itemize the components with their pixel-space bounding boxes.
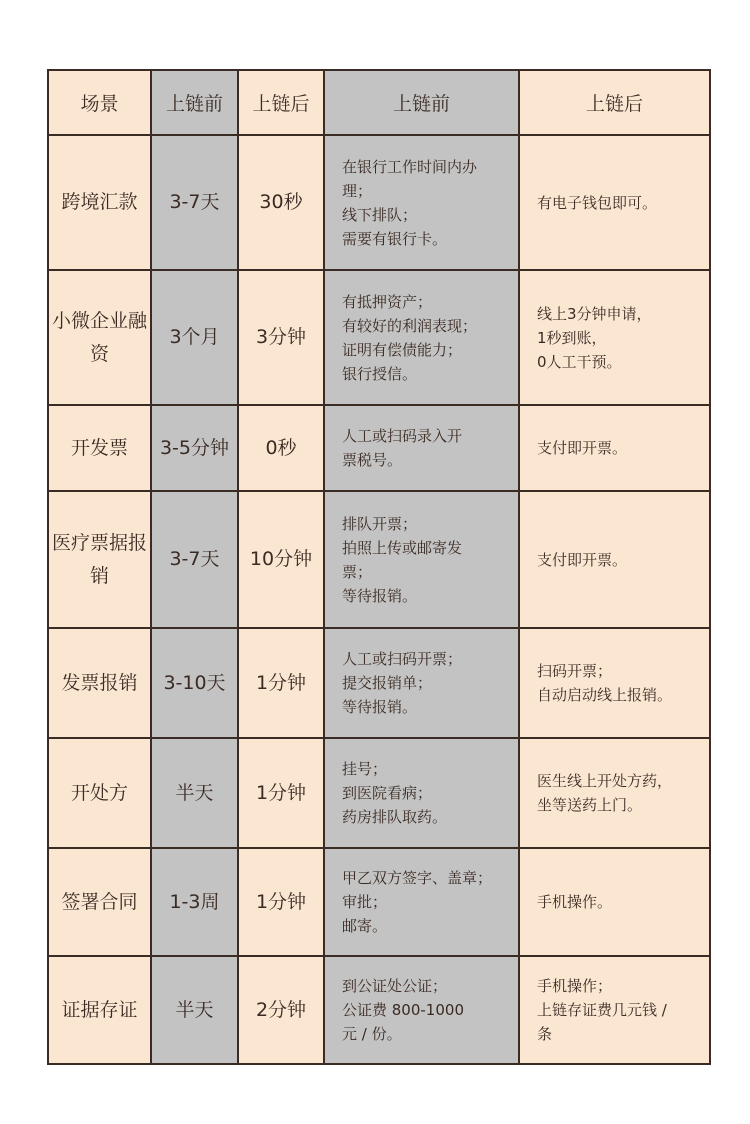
header-after: 上链后 bbox=[238, 70, 324, 135]
comparison-table-container bbox=[47, 69, 709, 1065]
desc-after-line: 1秒到账， bbox=[537, 328, 607, 347]
cell-scene bbox=[48, 270, 151, 405]
header-desc-before: 上链前 bbox=[324, 70, 519, 135]
table-row bbox=[48, 405, 710, 491]
cell-scene bbox=[48, 738, 151, 848]
table-header-row bbox=[48, 70, 710, 135]
table-row bbox=[48, 135, 710, 270]
desc-after-line: 医生线上开处方药， bbox=[537, 772, 673, 790]
cell-desc-before bbox=[324, 848, 519, 956]
cell-desc-after bbox=[519, 135, 710, 270]
cell-desc-after bbox=[519, 628, 710, 738]
cell-scene bbox=[48, 135, 151, 270]
desc-before-line: 到医院看病； bbox=[342, 784, 433, 802]
cell-desc-before bbox=[324, 628, 519, 738]
desc-before-line: 挂号； bbox=[342, 760, 388, 778]
cell-desc-after bbox=[519, 405, 710, 491]
desc-before-line: 票； bbox=[342, 562, 373, 581]
cell-desc-before bbox=[324, 956, 519, 1064]
table-row bbox=[48, 491, 710, 628]
cell-time-before: 半天 bbox=[151, 956, 238, 1064]
scene-line: 开处方 bbox=[70, 781, 128, 804]
cell-time-before: 3个月 bbox=[151, 270, 238, 405]
scene-line: 签署合同 bbox=[61, 890, 138, 913]
desc-after-line: 扫码开票； bbox=[537, 662, 613, 680]
desc-before-line: 线下排队； bbox=[342, 205, 418, 224]
header-desc-after: 上链后 bbox=[519, 70, 710, 135]
cell-desc-before bbox=[324, 738, 519, 848]
desc-before-line: 邮寄。 bbox=[342, 917, 388, 935]
cell-scene bbox=[48, 848, 151, 956]
cell-desc-after bbox=[519, 848, 710, 956]
cell-time-before: 3-7天 bbox=[151, 491, 238, 628]
cell-desc-after bbox=[519, 270, 710, 405]
desc-after-line: 支付即开票。 bbox=[537, 550, 628, 569]
desc-before-line: 等待报销。 bbox=[342, 698, 418, 716]
cell-time-after: 1分钟 bbox=[238, 628, 324, 738]
desc-before-line: 需要有银行卡。 bbox=[342, 229, 448, 248]
header-before: 上链前 bbox=[151, 70, 238, 135]
cell-desc-before bbox=[324, 491, 519, 628]
cell-time-after: 30秒 bbox=[238, 135, 324, 270]
header-scene: 场景 bbox=[48, 70, 151, 135]
cell-scene bbox=[48, 491, 151, 628]
desc-before-line: 有抵押资产； bbox=[342, 292, 433, 311]
desc-before-line: 拍照上传或邮寄发 bbox=[342, 538, 463, 557]
cell-desc-before bbox=[324, 270, 519, 405]
desc-before-line: 甲乙双方签字、盖章； bbox=[342, 869, 493, 887]
desc-before-line: 等待报销。 bbox=[342, 586, 418, 605]
cell-time-before: 3-5分钟 bbox=[151, 405, 238, 491]
desc-after-line: 自动启动线上报销。 bbox=[537, 686, 673, 704]
scene-line: 跨境汇款 bbox=[61, 191, 138, 213]
scene-line: 发票报销 bbox=[61, 671, 138, 694]
table-row bbox=[48, 956, 710, 1064]
desc-after-line: 0人工干预。 bbox=[537, 352, 622, 371]
cell-time-after: 10分钟 bbox=[238, 491, 324, 628]
desc-after-line: 条 bbox=[537, 1025, 553, 1043]
cell-desc-before bbox=[324, 405, 519, 491]
desc-after-line: 线上3分钟申请， bbox=[537, 304, 652, 323]
cell-scene bbox=[48, 405, 151, 491]
desc-after-line: 支付即开票。 bbox=[537, 439, 628, 457]
scene-line: 融资 bbox=[89, 309, 148, 365]
cell-time-before: 3-7天 bbox=[151, 135, 238, 270]
desc-after-line: 手机操作； bbox=[537, 977, 613, 995]
desc-before-line: 在银行工作时间内办 bbox=[342, 157, 478, 176]
desc-before-line: 公证费 800-1000 bbox=[342, 1001, 464, 1019]
scene-line: 证据存证 bbox=[61, 998, 138, 1021]
scene-line: 医疗票据 bbox=[51, 531, 128, 554]
cell-time-after: 2分钟 bbox=[238, 956, 324, 1064]
cell-time-before: 3-10天 bbox=[151, 628, 238, 738]
desc-before-line: 人工或扫码录入开 bbox=[342, 427, 463, 445]
desc-before-line: 人工或扫码开票； bbox=[342, 650, 463, 668]
desc-after-line: 坐等送药上门。 bbox=[537, 796, 643, 814]
scene-line: 小微企业 bbox=[51, 309, 128, 332]
desc-after-line: 上链存证费几元钱 / bbox=[537, 1001, 667, 1019]
cell-desc-after bbox=[519, 491, 710, 628]
desc-before-line: 元 / 份。 bbox=[342, 1025, 402, 1043]
cell-scene bbox=[48, 628, 151, 738]
desc-before-line: 排队开票； bbox=[342, 514, 418, 533]
desc-before-line: 提交报销单； bbox=[342, 674, 433, 692]
desc-before-line: 理； bbox=[342, 181, 373, 200]
comparison-table bbox=[47, 69, 711, 1065]
table-row bbox=[48, 270, 710, 405]
desc-before-line: 票税号。 bbox=[342, 451, 403, 469]
cell-time-after: 3分钟 bbox=[238, 270, 324, 405]
table-row bbox=[48, 628, 710, 738]
scene-line: 报销 bbox=[89, 531, 148, 587]
desc-before-line: 药房排队取药。 bbox=[342, 808, 448, 826]
table-row bbox=[48, 738, 710, 848]
desc-after-line: 有电子钱包即可。 bbox=[537, 193, 658, 212]
desc-before-line: 银行授信。 bbox=[342, 364, 418, 383]
table-body bbox=[48, 135, 710, 1064]
cell-desc-after bbox=[519, 738, 710, 848]
cell-scene bbox=[48, 956, 151, 1064]
desc-before-line: 审批； bbox=[342, 893, 388, 911]
cell-time-before: 半天 bbox=[151, 738, 238, 848]
cell-time-after: 0秒 bbox=[238, 405, 324, 491]
cell-time-before: 1-3周 bbox=[151, 848, 238, 956]
cell-desc-before bbox=[324, 135, 519, 270]
scene-line: 开发票 bbox=[70, 436, 128, 459]
cell-desc-after bbox=[519, 956, 710, 1064]
desc-after-line: 手机操作。 bbox=[537, 893, 613, 911]
desc-before-line: 有较好的利润表现； bbox=[342, 316, 478, 335]
table-row bbox=[48, 848, 710, 956]
cell-time-after: 1分钟 bbox=[238, 848, 324, 956]
cell-time-after: 1分钟 bbox=[238, 738, 324, 848]
desc-before-line: 证明有偿债能力； bbox=[342, 340, 463, 359]
desc-before-line: 到公证处公证； bbox=[342, 977, 448, 995]
